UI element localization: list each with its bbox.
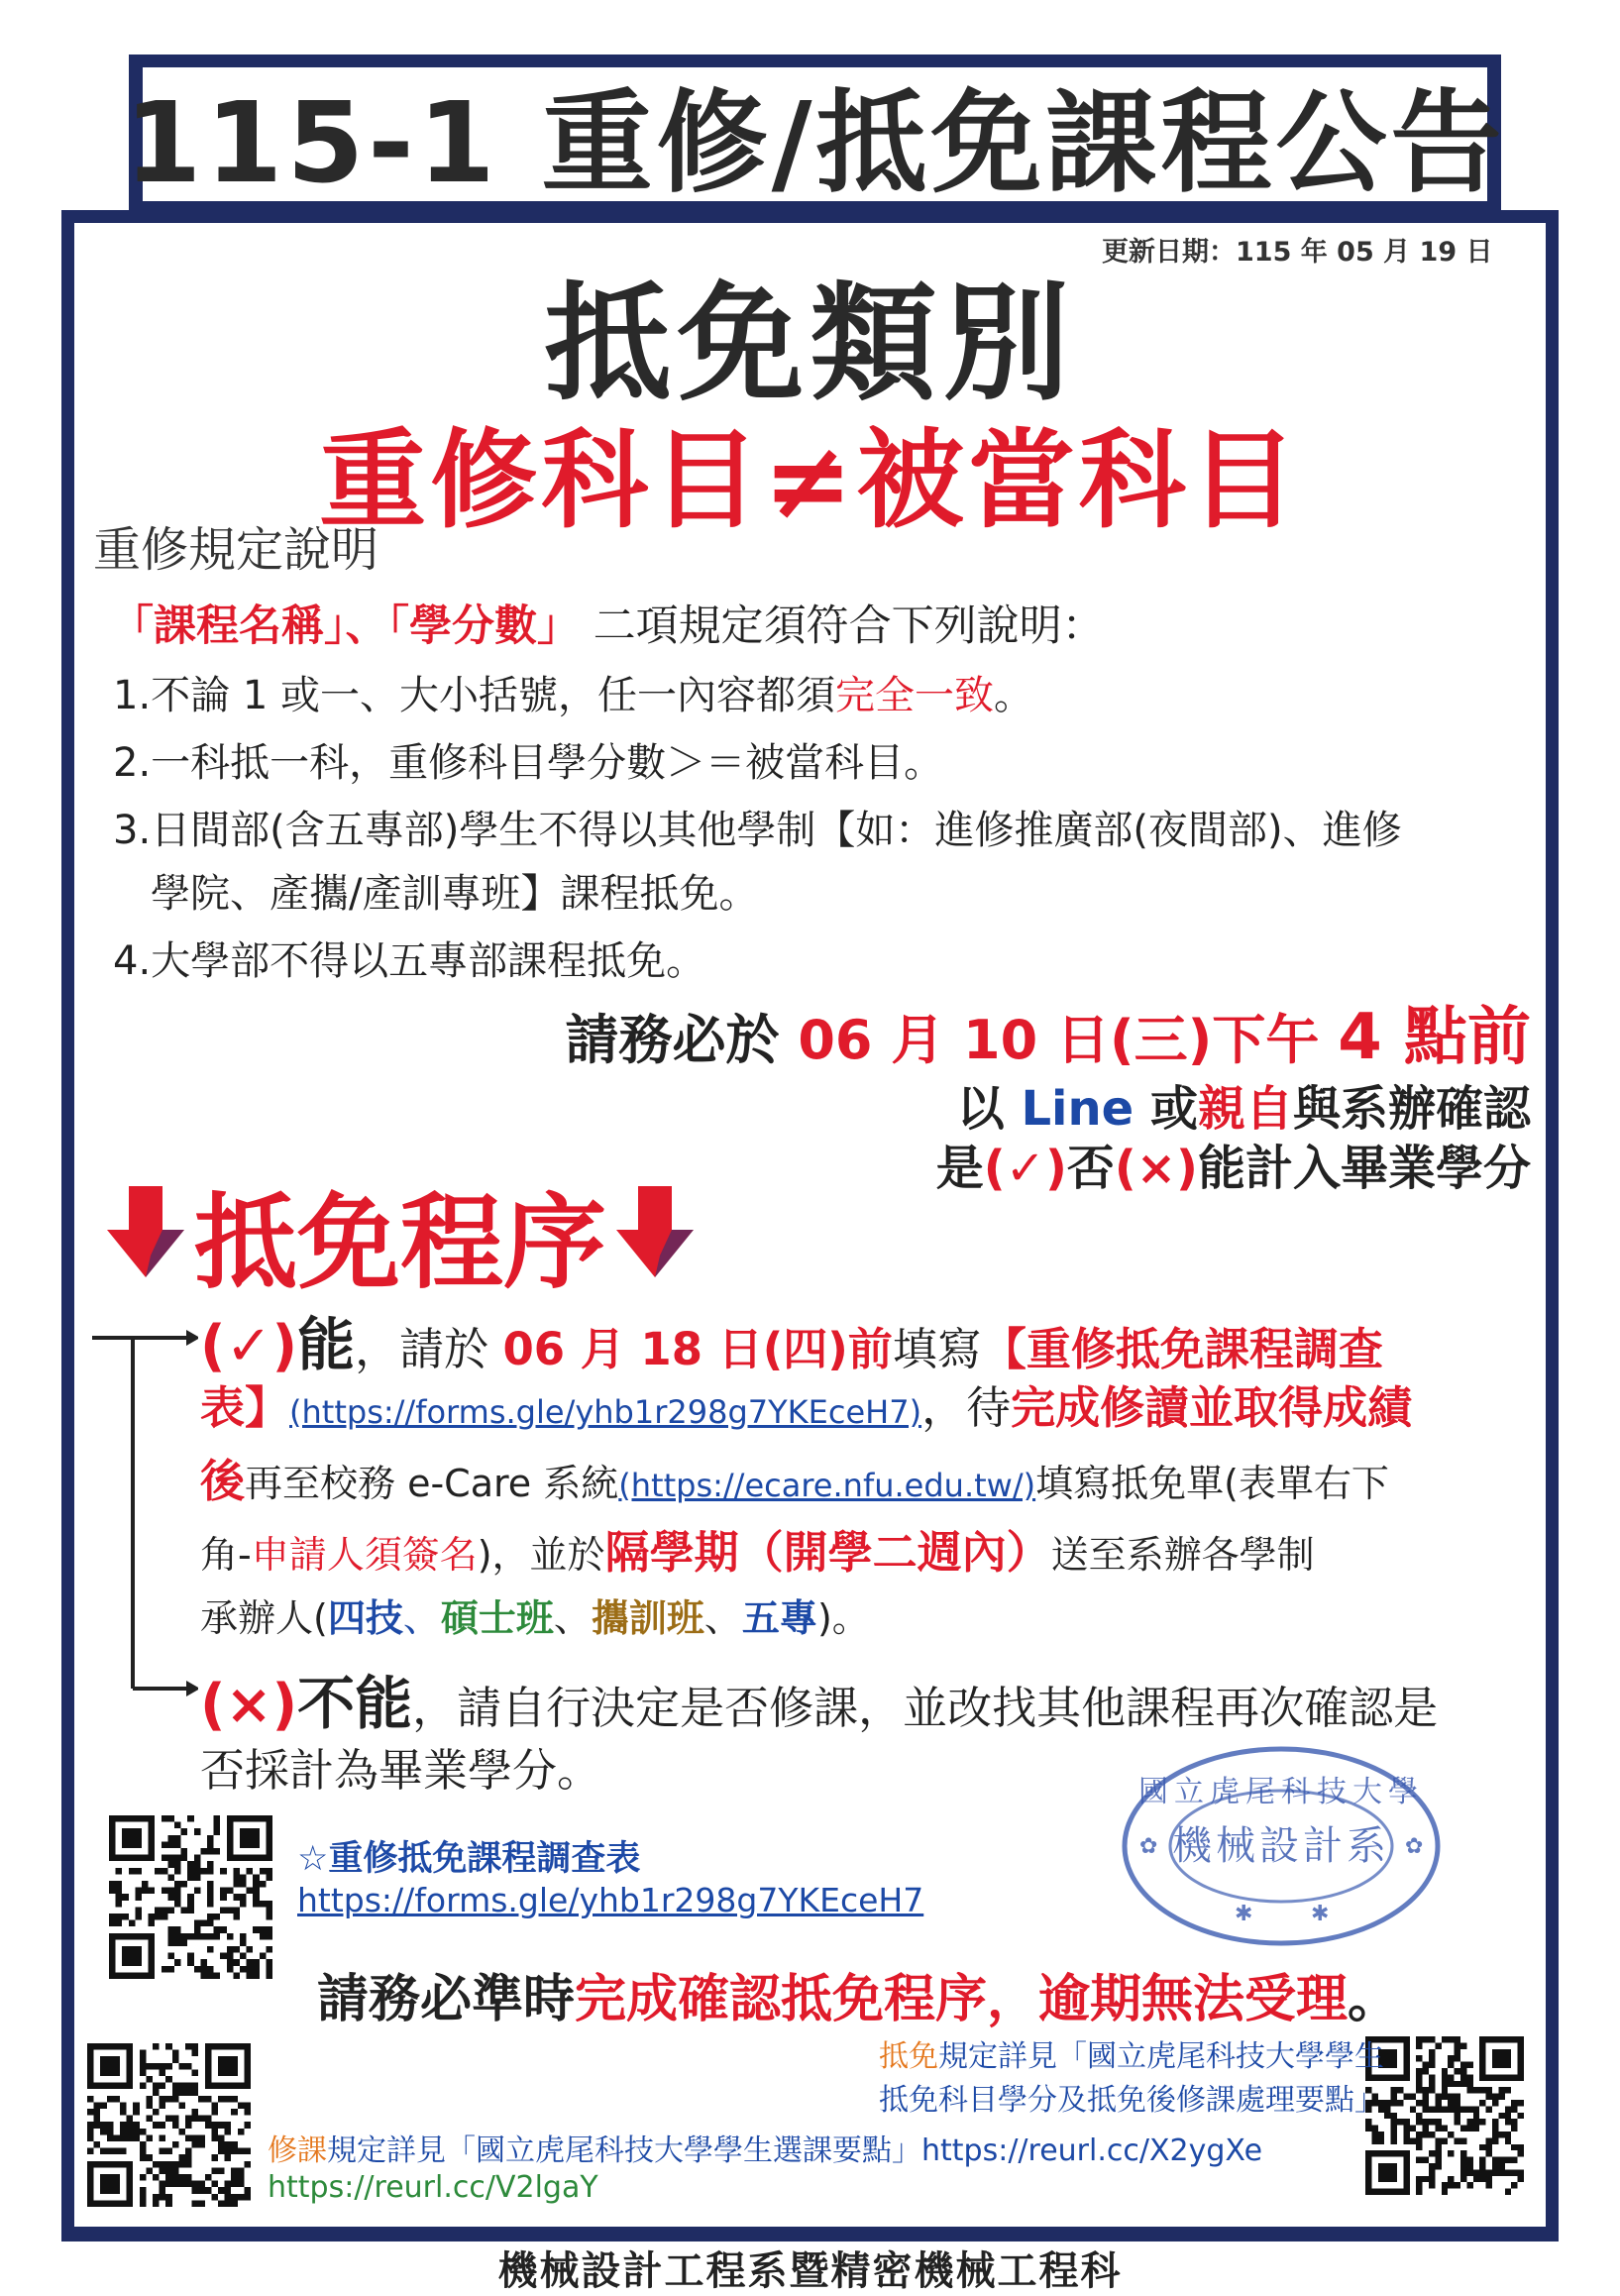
yes-text-6: 角-	[200, 1533, 252, 1577]
page-title: 115-1 重修/抵免課程公告	[124, 79, 1506, 208]
program-sep: 、	[402, 1596, 441, 1640]
final-warning-highlight: 完成確認抵免程序，逾期無法受理	[575, 1970, 1349, 2029]
final-warning-end: 。	[1348, 1970, 1400, 2029]
yes-date: 06 月 18 日(四)前	[502, 1323, 893, 1375]
confirm-yes-text: 是	[935, 1141, 984, 1196]
deadline-date: 06 月 10 日(三)下午	[798, 1009, 1320, 1071]
yes-form-name-end: 表】	[200, 1381, 290, 1434]
waiver-rules-reference	[879, 2031, 1384, 2075]
yes-text-1: ，請於	[355, 1323, 489, 1375]
confirm-no-text: 否	[1066, 1141, 1115, 1196]
form-link[interactable]: (https://forms.gle/yhb1r298g7YKEceH7)	[289, 1393, 922, 1431]
yes-label: 能	[297, 1311, 356, 1378]
rule-1	[113, 664, 1033, 720]
yes-mark: (✓)	[200, 1314, 298, 1378]
confirm-suffix: 與系辦確認	[1292, 1081, 1531, 1137]
confirm-question	[936, 1130, 1531, 1198]
rule-4: 4.大學部不得以五專部課程抵免。	[113, 938, 706, 984]
yes-complete: 完成修讀並取得成績	[1011, 1381, 1413, 1434]
confirm-line: Line	[1021, 1081, 1134, 1137]
course-rules-reference	[268, 2126, 1262, 2169]
yes-text-2: 填寫	[892, 1323, 982, 1375]
confirm-method	[957, 1070, 1531, 1139]
branch-connector	[89, 1320, 198, 1696]
update-date: 更新日期：115 年 05 月 19 日	[1102, 237, 1493, 268]
program-5y: 五專	[741, 1596, 817, 1640]
yes-text-7: )，並於	[477, 1533, 605, 1577]
procedure-yes-line5	[200, 1587, 870, 1642]
procedure-heading	[107, 1159, 694, 1308]
svg-text:✿: ✿	[1405, 1834, 1424, 1859]
svg-text:✿: ✿	[1139, 1834, 1158, 1859]
department-seal	[1118, 1742, 1445, 1950]
confirm-or: 或	[1149, 1081, 1198, 1137]
program-sep: 、	[703, 1596, 742, 1640]
rule-1-end: 。	[994, 673, 1034, 718]
yes-text-5: 填寫抵免單(表單右下	[1035, 1462, 1389, 1505]
yes-complete-end: 後	[200, 1455, 246, 1507]
form-reference-url[interactable]: https://forms.gle/yhb1r298g7YKEceH7	[297, 1881, 924, 1919]
procedure-yes-line2	[200, 1371, 1412, 1436]
intro-text: 二項規定須符合下列說明：	[593, 601, 1105, 651]
procedure-yes-line4	[200, 1516, 1315, 1581]
course-rules-url[interactable]: https://reurl.cc/V2lgaY	[268, 2170, 598, 2205]
procedure-title: 抵免程序	[194, 1182, 607, 1303]
rule-3-line1: 3.日間部(含五專部)學生不得以其他學制【如：進修推廣部(夜間部)、進修	[113, 808, 1402, 853]
rule-1-text: 1.不論 1 或一、大小括號，任一內容都須	[113, 673, 836, 718]
confirm-credits: 能計入畢業學分	[1197, 1141, 1531, 1196]
program-industry: 攜訓班	[591, 1596, 704, 1640]
cross-mark: (×)	[1114, 1141, 1198, 1196]
subheading: 重修科目≠被當科目	[319, 419, 1301, 543]
svg-text:✱: ✱	[1311, 1902, 1330, 1926]
waiver-rules-reference-line2: 抵免科目學分及抵免後修課處理要點」	[879, 2083, 1384, 2118]
yes-text-10: )。	[816, 1596, 870, 1640]
yes-text-9: 承辦人(	[200, 1596, 328, 1640]
qr-code-waiver-rules	[1365, 2036, 1524, 2195]
procedure-yes-line1	[200, 1298, 1383, 1381]
no-label: 不能	[297, 1670, 413, 1737]
yes-text-3: ，待	[921, 1381, 1012, 1434]
confirm-prefix: 以	[956, 1081, 1005, 1137]
intro-sep: 、	[345, 601, 388, 651]
arrow-down-icon	[107, 1186, 184, 1281]
confirm-in-person: 親自	[1197, 1081, 1293, 1137]
seal-inner-text: 機械設計系	[1172, 1823, 1390, 1869]
rule-2: 2.一科抵一科，重修科目學分數＞＝被當科目。	[113, 740, 944, 786]
deadline-prefix: 請務必於	[565, 1009, 780, 1071]
section-title: 重修規定說明	[93, 522, 379, 578]
yes-next-term: 隔學期（開學二週內）	[604, 1526, 1051, 1579]
procedure-no-line2: 否採計為畢業學分。	[200, 1744, 602, 1797]
arrow-down-icon	[616, 1186, 694, 1281]
procedure-yes-line3	[200, 1445, 1389, 1509]
final-warning-prefix: 請務必準時	[317, 1970, 576, 2029]
heading: 抵免類別	[544, 271, 1076, 418]
no-text-1: ，請自行決定是否修課，並改找其他課程再次確認是	[412, 1682, 1439, 1734]
svg-text:✱: ✱	[1235, 1902, 1253, 1926]
final-warning	[317, 1957, 1399, 2031]
rule-3-line2: 學院、產攜/產訓專班】課程抵免。	[151, 871, 759, 917]
intro-label-course-name: 「課程名稱」	[111, 601, 346, 651]
deadline-line	[566, 986, 1532, 1077]
program-masters: 碩士班	[440, 1596, 554, 1640]
qr-code-form	[109, 1815, 272, 1979]
ecare-link[interactable]: (https://ecare.nfu.edu.tw/)	[618, 1467, 1036, 1504]
waiver-rules-text: 規定詳見「國立虎尾科技大學學生	[938, 2039, 1384, 2074]
qr-code-course-rules	[87, 2043, 251, 2207]
title-box	[124, 67, 1506, 208]
check-mark: (✓)	[983, 1141, 1067, 1196]
department-footer: 機械設計工程系暨精密機械工程科	[497, 2248, 1123, 2294]
intro-label-credits: 「學分數」	[387, 601, 580, 651]
procedure-no-line1	[200, 1657, 1438, 1740]
yes-signature: 申請人須簽名	[251, 1533, 478, 1577]
rules-intro	[111, 593, 1105, 653]
form-reference-title: ☆重修抵免課程調查表	[297, 1839, 641, 1879]
course-keyword: 修課	[268, 2133, 327, 2168]
program-4y: 四技	[327, 1596, 403, 1640]
waiver-keyword: 抵免	[879, 2039, 938, 2074]
yes-text-8: 送至系辦各學制	[1050, 1533, 1315, 1577]
yes-text-4: 再至校務 e-Care 系統	[245, 1462, 619, 1505]
program-sep: 、	[553, 1596, 592, 1640]
seal-outer-text: 國立虎尾科技大學	[1138, 1775, 1424, 1809]
deadline-time: 4 點前	[1338, 1001, 1531, 1074]
course-rules-text: 規定詳見「國立虎尾科技大學學生選課要點」https://reurl.cc/X2ygXe	[327, 2133, 1263, 2168]
rule-1-highlight: 完全一致	[835, 673, 995, 718]
yes-form-name: 【重修抵免課程調查	[981, 1323, 1383, 1375]
no-mark: (×)	[200, 1673, 298, 1737]
